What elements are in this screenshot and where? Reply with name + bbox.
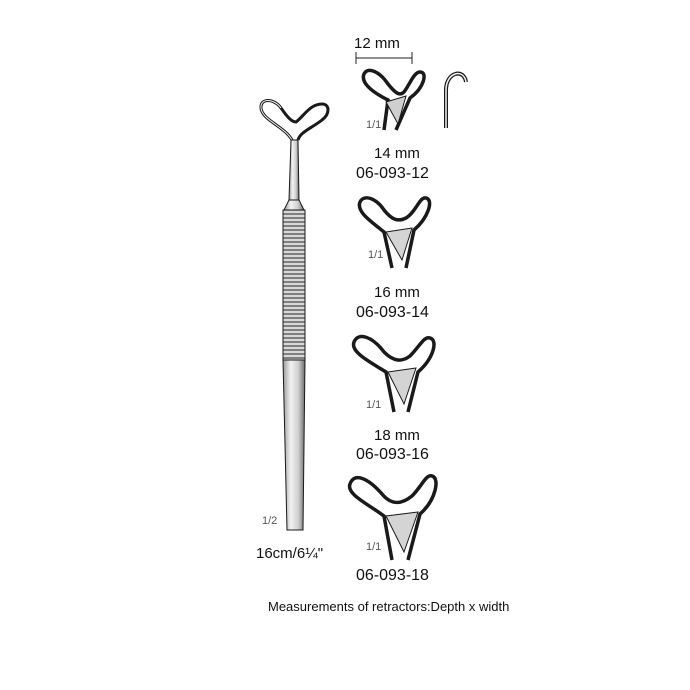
depth-label-1: 14 mm (374, 145, 420, 162)
side-view-hook (446, 74, 466, 128)
product-code-1: 06-093-12 (356, 165, 429, 182)
caption: Measurements of retractors:Depth x width (268, 599, 510, 614)
tip-detail-18 (350, 476, 436, 560)
product-code-4: 06-093-18 (356, 567, 429, 584)
product-code-2: 06-093-14 (356, 304, 429, 321)
main-scale-label: 1/2 (262, 515, 278, 527)
main-retractor (261, 101, 328, 531)
product-code-3: 06-093-16 (356, 446, 429, 463)
dimension-label: 12 mm (354, 35, 400, 52)
scale-label-2: 1/1 (368, 249, 384, 261)
main-length-label: 16cm/6¼" (256, 545, 324, 562)
scale-label-4: 1/1 (366, 541, 382, 553)
scale-label-3: 1/1 (366, 399, 382, 411)
dimension-line (356, 52, 412, 64)
depth-label-2: 16 mm (374, 284, 420, 301)
scale-label-1: 1/1 (366, 119, 382, 131)
depth-label-3: 18 mm (374, 427, 420, 444)
